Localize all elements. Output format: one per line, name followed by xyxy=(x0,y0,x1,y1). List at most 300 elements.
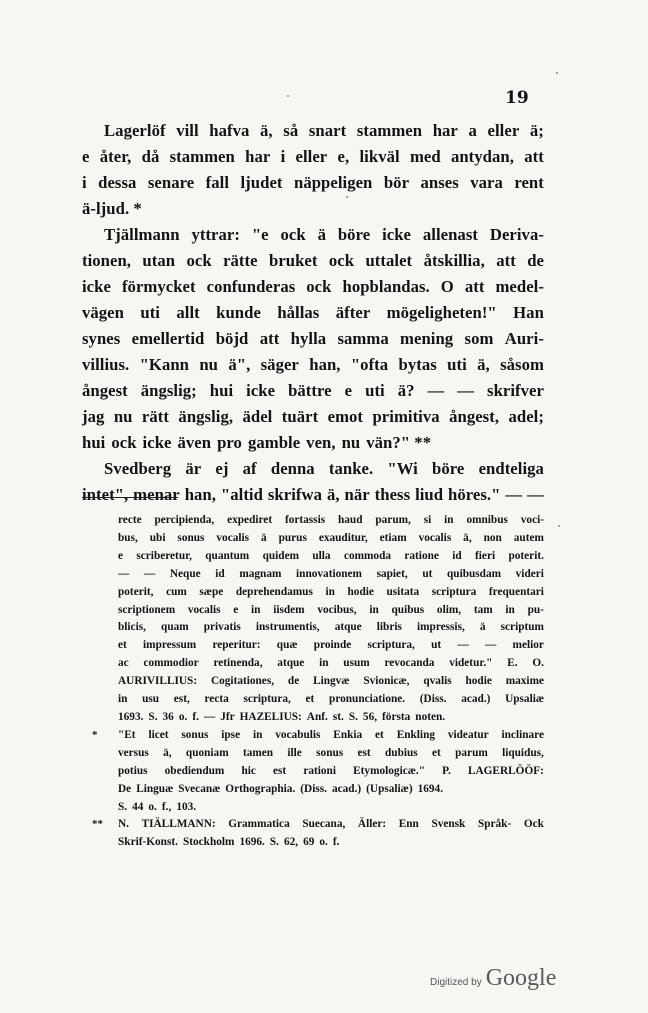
word: 1694. xyxy=(417,782,444,795)
word: tionen, xyxy=(82,251,132,270)
word: scriberetur, xyxy=(136,549,192,562)
word: f. xyxy=(192,710,199,723)
word: ljudet xyxy=(240,173,283,192)
word: är xyxy=(185,459,202,478)
text-line xyxy=(82,430,544,456)
word: böre xyxy=(432,459,465,478)
word: etiam xyxy=(379,531,407,544)
word: obediendum xyxy=(164,764,225,777)
google-logo: Google xyxy=(485,965,557,991)
word: et xyxy=(118,639,127,652)
word: f., xyxy=(161,800,172,813)
word: menar xyxy=(133,485,180,504)
word: privatis xyxy=(203,621,241,634)
word: nu xyxy=(199,355,219,374)
word: uti xyxy=(365,381,385,400)
word: pu- xyxy=(527,603,544,616)
word: et xyxy=(305,693,315,706)
word: tam xyxy=(473,603,493,616)
word: skrifwa xyxy=(267,485,323,504)
text-line xyxy=(82,196,544,222)
text-line xyxy=(82,274,544,300)
word: senare xyxy=(147,173,195,192)
word: S. xyxy=(148,710,158,723)
footnote-line xyxy=(118,709,544,727)
word: usu xyxy=(142,693,160,706)
word: ä, xyxy=(326,485,340,504)
word: deprehendamus xyxy=(235,585,313,598)
word: N. xyxy=(118,818,129,831)
word: — xyxy=(143,567,156,580)
word: o. xyxy=(178,710,188,723)
word: nu xyxy=(341,433,361,452)
word: ä? xyxy=(397,381,415,400)
word: Neque xyxy=(169,567,201,580)
word: Jfr xyxy=(220,710,235,723)
text-line xyxy=(82,248,544,274)
word: — xyxy=(484,639,497,652)
paper-speck xyxy=(346,196,348,198)
word: rätt xyxy=(141,407,169,426)
word: et xyxy=(432,746,441,759)
word: han, xyxy=(184,485,216,504)
word: allt xyxy=(176,303,200,322)
word: in xyxy=(325,585,335,598)
word: kunde xyxy=(216,303,261,322)
word: de xyxy=(527,251,544,270)
word: sapiet, xyxy=(376,567,408,580)
word: Linguæ xyxy=(136,782,174,795)
word: in xyxy=(252,728,263,741)
word: scriptum xyxy=(500,621,544,634)
word: Svensk xyxy=(431,818,466,831)
footnote-line xyxy=(118,745,544,763)
footnote-line xyxy=(118,548,544,566)
word: ä xyxy=(260,531,267,544)
word: stammen xyxy=(356,121,423,140)
word: usitata xyxy=(386,585,420,598)
word: mögeligheten!" xyxy=(386,303,497,322)
word: in xyxy=(444,514,454,526)
page-number: 19 xyxy=(505,88,529,108)
word: e xyxy=(233,603,239,616)
word: Grammatica xyxy=(228,818,290,831)
word: snart xyxy=(308,121,347,140)
word: höres." xyxy=(448,485,501,504)
word: licet xyxy=(148,728,169,741)
footnotes xyxy=(92,512,544,852)
word: när xyxy=(344,485,370,504)
word: scriptura, xyxy=(367,639,415,652)
word: ä xyxy=(317,225,326,244)
word: non xyxy=(483,531,502,544)
word: id xyxy=(215,567,225,580)
word: 62, xyxy=(283,836,299,849)
footnote-line xyxy=(118,781,544,799)
word: O. xyxy=(532,657,544,670)
word: f. xyxy=(332,836,340,849)
word: som xyxy=(464,329,494,348)
word: haud xyxy=(338,514,363,526)
word: pro xyxy=(217,433,242,452)
word: förmycket xyxy=(121,277,196,296)
word: quibus xyxy=(391,603,425,616)
word: magnam xyxy=(239,567,282,580)
word: Svecanæ xyxy=(178,782,221,795)
word: quidem xyxy=(262,549,299,562)
word: har xyxy=(432,121,458,140)
word: reperitur: xyxy=(212,639,261,652)
word: autem xyxy=(513,531,544,544)
word: primitiva xyxy=(372,407,440,426)
word: jag xyxy=(82,407,105,426)
word: "Kann xyxy=(139,355,189,374)
word: Enn xyxy=(398,818,419,831)
word: confunderas xyxy=(206,277,296,296)
main-text xyxy=(82,118,544,508)
word: melior xyxy=(512,639,544,652)
word: ipse xyxy=(221,728,241,741)
word: mening xyxy=(400,329,454,348)
word: att xyxy=(524,147,544,166)
word: Suecana, xyxy=(302,818,346,831)
word: rätte xyxy=(223,251,258,270)
word: proinde xyxy=(313,639,352,652)
word: — xyxy=(505,485,523,504)
word: bör xyxy=(383,173,410,192)
footnote-single-star xyxy=(92,727,544,817)
word: eller xyxy=(487,121,520,140)
word: böre xyxy=(337,225,371,244)
word: est, xyxy=(173,693,190,706)
word: vocabulis xyxy=(275,728,321,741)
word: anses xyxy=(420,173,459,192)
word: poterit, xyxy=(118,585,154,598)
word: ä; xyxy=(529,121,544,140)
word: S. xyxy=(348,710,358,723)
word: HAZELIUS: xyxy=(239,710,302,723)
word: bytas xyxy=(398,355,437,374)
word: Ock xyxy=(523,818,544,831)
footnote-continued xyxy=(118,512,544,727)
word: gamble xyxy=(247,433,301,452)
word: Cogitationes, xyxy=(210,675,275,688)
word: iisdem xyxy=(273,603,305,616)
word: impressis, xyxy=(416,621,465,634)
word: 1696. xyxy=(239,836,265,849)
word: ångest xyxy=(82,381,128,400)
word: qvalis xyxy=(423,675,452,688)
word: potius xyxy=(118,764,148,777)
text-line xyxy=(82,170,544,196)
word: 69 xyxy=(303,836,315,849)
word: AURIVILLIUS: xyxy=(118,675,198,688)
word: att xyxy=(259,329,280,348)
word: thess xyxy=(374,485,411,504)
word: utan xyxy=(142,251,176,270)
word: acad.) xyxy=(461,693,491,706)
footnote-line xyxy=(118,655,544,673)
footnote-line xyxy=(118,816,544,834)
word: tamen xyxy=(242,746,274,759)
word: — xyxy=(427,381,445,400)
footnote-line xyxy=(118,619,544,637)
footnote-line xyxy=(118,512,544,530)
text-line xyxy=(82,222,544,248)
word: ädel xyxy=(242,407,273,426)
word: revocanda xyxy=(384,657,435,670)
word: voci- xyxy=(520,514,544,526)
word: (Diss. xyxy=(419,693,447,706)
word: ä", xyxy=(228,355,251,374)
word: så xyxy=(283,121,299,140)
word: in xyxy=(118,693,128,706)
word: frequentari xyxy=(488,585,544,598)
word: LAGERLÖÖF: xyxy=(467,764,544,777)
word: Lingvæ xyxy=(313,675,350,688)
footnote-line xyxy=(118,727,544,745)
word: dessa xyxy=(98,173,137,192)
word: fortassis xyxy=(284,514,326,526)
word: sonus xyxy=(316,746,344,759)
word: 44 xyxy=(132,800,144,813)
word: ut xyxy=(422,567,433,580)
word: vocibus, xyxy=(317,603,357,616)
word: vägen xyxy=(82,303,124,322)
word: liquidus, xyxy=(502,746,544,759)
footnote-line xyxy=(118,637,544,655)
word: icke xyxy=(142,433,172,452)
footnote-marker-double-star: ** xyxy=(92,818,103,831)
word: Stockholm xyxy=(182,836,235,849)
word: åter, xyxy=(99,147,132,166)
paper-speck xyxy=(558,525,560,527)
word: uti xyxy=(140,303,160,322)
word: ä, xyxy=(260,121,273,140)
word: quantum xyxy=(205,549,250,562)
word: hic xyxy=(241,764,256,777)
watermark-prefix: Digitized by xyxy=(430,977,482,988)
word: villius. xyxy=(82,355,130,374)
word: in xyxy=(505,603,515,616)
word: skrifver xyxy=(487,381,544,400)
word: Han xyxy=(513,303,544,322)
word: Svionicæ, xyxy=(363,675,410,688)
word: Lagerlöf xyxy=(104,121,166,140)
word: ac xyxy=(118,657,129,670)
footnote-line xyxy=(118,799,544,817)
word: e xyxy=(344,381,353,400)
word: denna xyxy=(270,459,315,478)
word: säger xyxy=(260,355,299,374)
word: Upsaliæ xyxy=(505,693,544,706)
word: såsom xyxy=(500,355,544,374)
word: Deriva- xyxy=(489,225,544,244)
word: Enkling xyxy=(396,728,435,741)
word: a xyxy=(468,121,477,140)
word: "Wi xyxy=(387,459,418,478)
word: libris xyxy=(376,621,402,634)
word: Skrif-Konst. xyxy=(118,836,178,849)
text-line xyxy=(82,144,544,170)
word: — xyxy=(457,381,475,400)
word: har xyxy=(245,147,271,166)
word: uttalet xyxy=(365,251,413,270)
word: liud xyxy=(415,485,444,504)
word: vara xyxy=(470,173,503,192)
word: bättre xyxy=(288,381,332,400)
word: äfter xyxy=(335,303,371,322)
footnote-marker-star: * xyxy=(92,728,98,741)
word: Svedberg xyxy=(104,459,172,478)
paper-speck xyxy=(287,95,289,97)
word: yttrar: xyxy=(191,225,240,244)
word: synes xyxy=(82,329,121,348)
word: ock xyxy=(186,251,212,270)
footnote-line xyxy=(118,834,544,852)
word: — xyxy=(457,639,469,652)
word: dubius xyxy=(385,746,418,759)
word: exauditur, xyxy=(318,531,368,544)
word: cum xyxy=(166,585,187,598)
word: ven, xyxy=(306,433,336,452)
word: S. xyxy=(269,836,279,849)
word: vocalis xyxy=(187,603,221,616)
word: videtur." xyxy=(449,657,493,670)
word: — xyxy=(527,485,544,504)
word: 1693. xyxy=(118,710,144,723)
word: impressum xyxy=(143,639,197,652)
word: tuärt xyxy=(281,407,319,426)
footnote-line xyxy=(118,584,544,602)
word: hodie xyxy=(347,585,374,598)
word: commodior xyxy=(143,657,199,670)
word: "ofta xyxy=(350,355,389,374)
word: allenast xyxy=(422,225,478,244)
word: intet", xyxy=(82,485,129,504)
word: acad.) xyxy=(331,782,362,795)
word: scriptionem xyxy=(118,603,176,616)
word: ängslig; xyxy=(140,381,197,400)
word: i xyxy=(82,173,87,192)
word: atque xyxy=(334,621,362,634)
word: pronunciatione. xyxy=(329,693,406,706)
word: även xyxy=(177,433,212,452)
text-line xyxy=(82,352,544,378)
word: e xyxy=(82,147,90,166)
word: han, xyxy=(309,355,341,374)
word: hylla xyxy=(290,329,327,348)
paper-speck xyxy=(556,72,558,74)
word: P. xyxy=(442,764,451,777)
footnote-line xyxy=(118,566,544,584)
word: (Diss. xyxy=(300,782,327,795)
word: hopblandas. xyxy=(342,277,430,296)
word: då xyxy=(141,147,160,166)
word: quæ xyxy=(276,639,298,652)
text-line xyxy=(82,300,544,326)
word: eller xyxy=(295,147,328,166)
word: st. xyxy=(332,710,344,723)
word: quibusdam xyxy=(447,567,502,580)
word: ångest, xyxy=(449,407,500,426)
word: Orthographia. xyxy=(225,782,296,795)
word: in xyxy=(319,657,329,670)
word: vocalis xyxy=(418,531,452,544)
word: ulla xyxy=(312,549,331,562)
word: ock xyxy=(328,251,355,270)
word: TIÄLLMANN: xyxy=(141,818,216,831)
word: omnibus xyxy=(466,514,508,526)
word: icke xyxy=(246,381,276,400)
word: id xyxy=(452,549,462,562)
word: ä, xyxy=(477,355,490,374)
word: samma xyxy=(337,329,389,348)
word: ä-ljud. * xyxy=(82,199,142,218)
word: ock xyxy=(306,277,332,296)
word: ej xyxy=(215,459,229,478)
word: in xyxy=(369,603,379,616)
footnote-double-star xyxy=(92,816,544,852)
word: inclinare xyxy=(501,728,544,741)
word: emellertid xyxy=(131,329,205,348)
word: emot xyxy=(327,407,364,426)
word: videatur xyxy=(447,728,489,741)
word: De xyxy=(118,782,132,795)
word: quoniam xyxy=(185,746,229,759)
word: (Upsaliæ) xyxy=(366,782,413,795)
word: 103. xyxy=(176,800,197,813)
word: O xyxy=(440,277,454,296)
footnote-line xyxy=(118,530,544,548)
text-line xyxy=(82,378,544,404)
text-line xyxy=(82,404,544,430)
word: antydan, xyxy=(450,147,514,166)
word: purus xyxy=(278,531,307,544)
word: att xyxy=(464,277,485,296)
word: stammen xyxy=(169,147,235,166)
word: ock xyxy=(111,433,137,452)
word: ille xyxy=(287,746,302,759)
word: instrumentis, xyxy=(255,621,320,634)
word: quam xyxy=(161,621,189,634)
word: bus, xyxy=(118,531,138,544)
word: "e xyxy=(251,225,269,244)
word: blicis, xyxy=(118,621,146,634)
word: noten. xyxy=(415,710,446,723)
word: de xyxy=(287,675,300,688)
word: Enkia xyxy=(333,728,363,741)
text-line xyxy=(82,326,544,352)
word: böjd xyxy=(215,329,249,348)
word: ä xyxy=(479,621,486,634)
word: "Et xyxy=(118,728,136,741)
word: versus xyxy=(118,746,149,759)
word: hui xyxy=(82,433,106,452)
text-line xyxy=(82,456,544,482)
word: E. xyxy=(507,657,518,670)
word: olim, xyxy=(436,603,462,616)
word: commoda xyxy=(343,549,392,562)
word: endteliga xyxy=(478,459,544,478)
word: rationi xyxy=(303,764,336,777)
word: vocalis xyxy=(216,531,250,544)
word: S. xyxy=(118,800,128,813)
word: tanke. xyxy=(328,459,374,478)
footnote-line xyxy=(118,691,544,709)
word: Etymologicæ." xyxy=(353,764,425,777)
word: hodie xyxy=(465,675,492,688)
